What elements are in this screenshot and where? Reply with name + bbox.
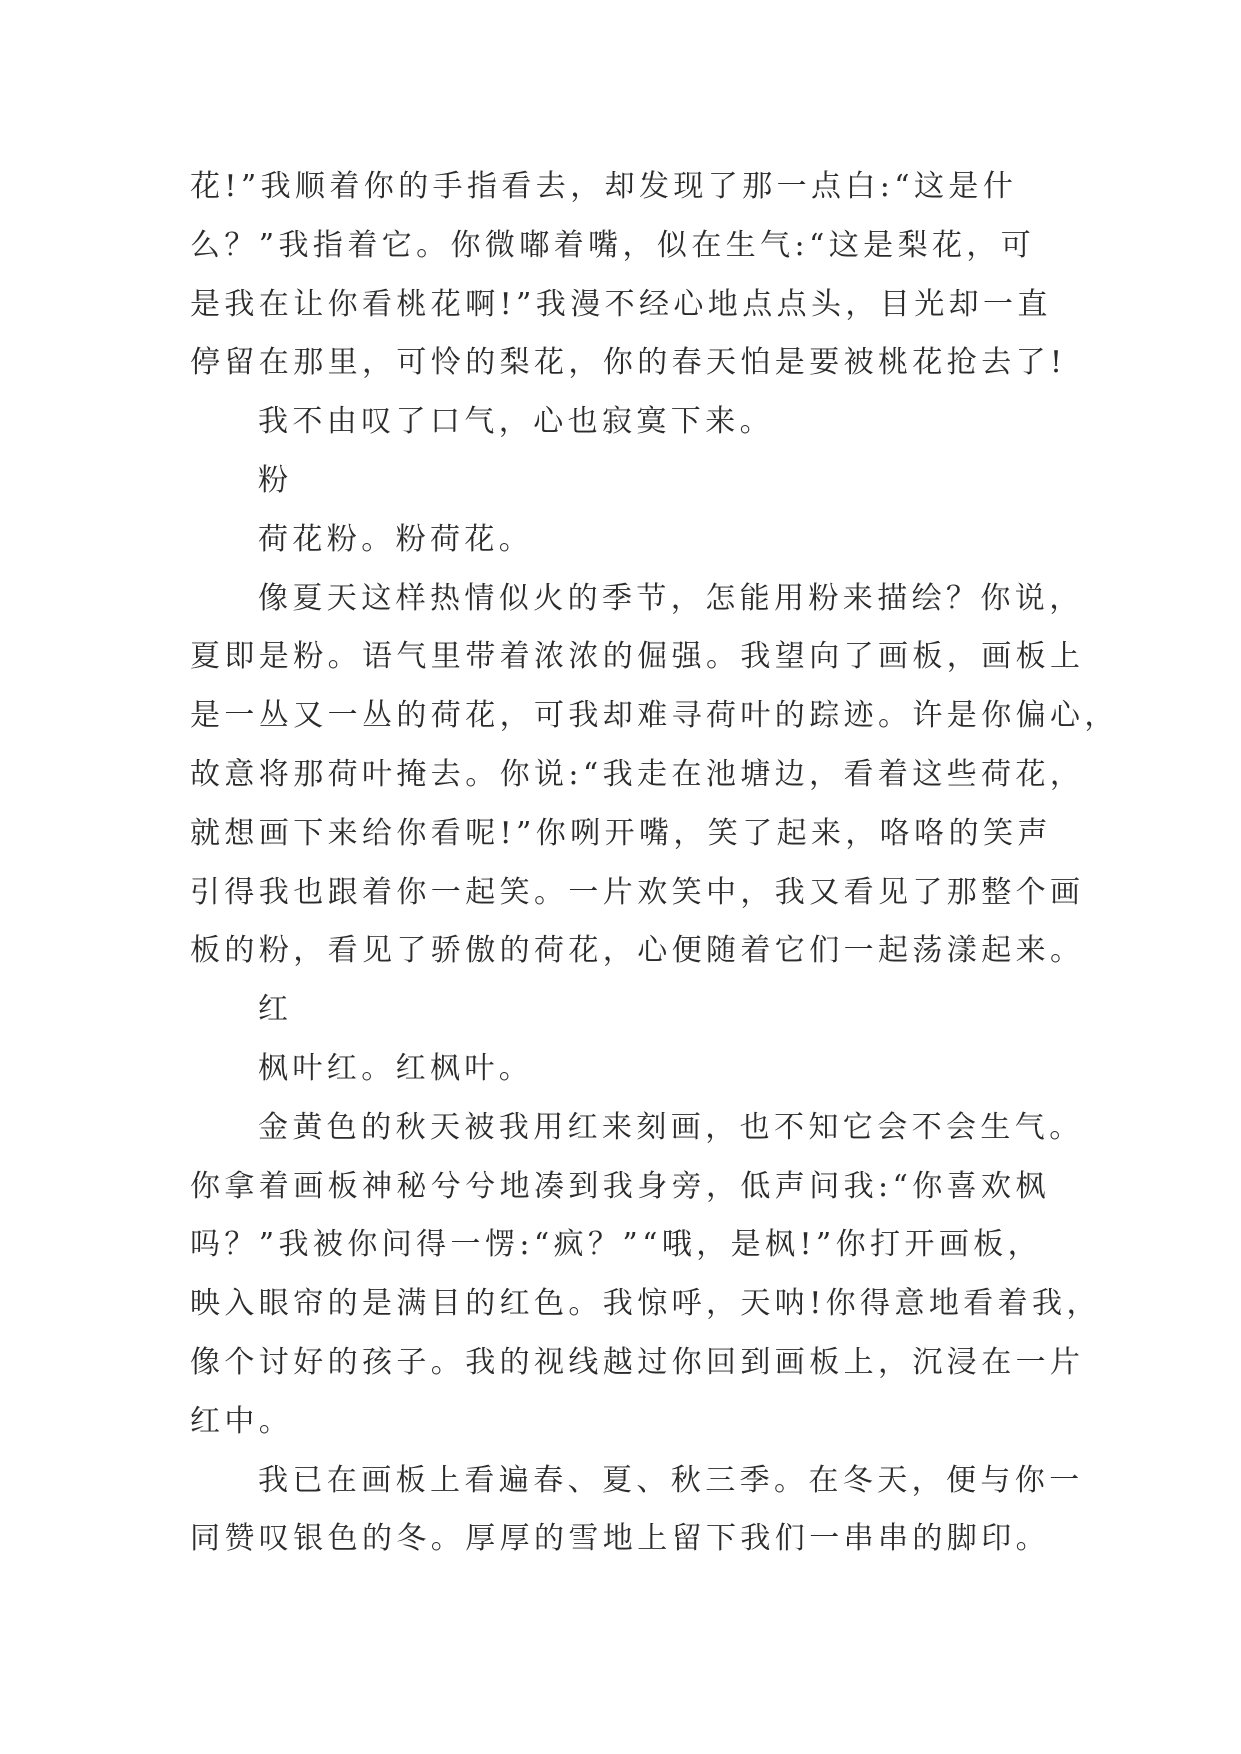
text-line: 就想画下来给你看呢!”你咧开嘴，笑了起来，咯咯的笑声 <box>190 815 1052 851</box>
text-line: 我已在画板上看遍春、夏、秋三季。在冬天，便与你一 <box>258 1462 1084 1498</box>
text-line: 荷花粉。粉荷花。 <box>258 521 534 557</box>
section-heading-pink: 粉 <box>258 462 293 498</box>
text-line: 映入眼帘的是满目的红色。我惊呼，天呐!你得意地看着我， <box>190 1286 1101 1322</box>
essay-text <box>190 158 1119 1569</box>
text-line: 板的粉，看见了骄傲的荷花，心便随着它们一起荡漾起来。 <box>190 933 1085 969</box>
text-line: 么？”我指着它。你微嘟着嘴，似在生气:“这是梨花，可 <box>190 227 1036 263</box>
text-line: 金黄色的秋天被我用红来刻画，也不知它会不会生气。 <box>258 1109 1084 1145</box>
text-line: 枫叶红。红枫叶。 <box>258 1050 534 1086</box>
text-line: 你拿着画板神秘兮兮地凑到我身旁，低声问我:“你喜欢枫 <box>190 1168 1050 1204</box>
text-line: 是一丛又一丛的荷花，可我却难寻荷叶的踪迹。许是你偏心， <box>190 698 1119 734</box>
text-line: 像个讨好的孩子。我的视线越过你回到画板上，沉浸在一片 <box>190 1344 1085 1380</box>
text-line: 夏即是粉。语气里带着浓浓的倔强。我望向了画板，画板上 <box>190 639 1085 675</box>
text-line: 是我在让你看桃花啊!”我漫不经心地点点头，目光却一直 <box>190 286 1052 322</box>
text-line: 故意将那荷叶掩去。你说:“我走在池塘边，看着这些荷花， <box>190 756 1085 792</box>
text-line: 吗？”我被你问得一愣:“疯？”“哦，是枫!”你打开画板， <box>190 1227 1043 1263</box>
text-line: 我不由叹了口气，心也寂寞下来。 <box>258 404 774 440</box>
text-line: 同赞叹银色的冬。厚厚的雪地上留下我们一串串的脚印。 <box>190 1521 1050 1557</box>
text-line: 停留在那里，可怜的梨花，你的春天怕是要被桃花抢去了! <box>190 345 1067 381</box>
section-heading-red: 红 <box>258 992 293 1028</box>
text-line: 红中。 <box>190 1403 294 1439</box>
text-line: 像夏天这样热情似火的季节，怎能用粉来描绘？你说， <box>258 580 1084 616</box>
text-line: 花!”我顺着你的手指看去，却发现了那一点白:“这是什 <box>190 169 1018 204</box>
text-line: 引得我也跟着你一起笑。一片欢笑中，我又看见了那整个画 <box>190 874 1085 910</box>
